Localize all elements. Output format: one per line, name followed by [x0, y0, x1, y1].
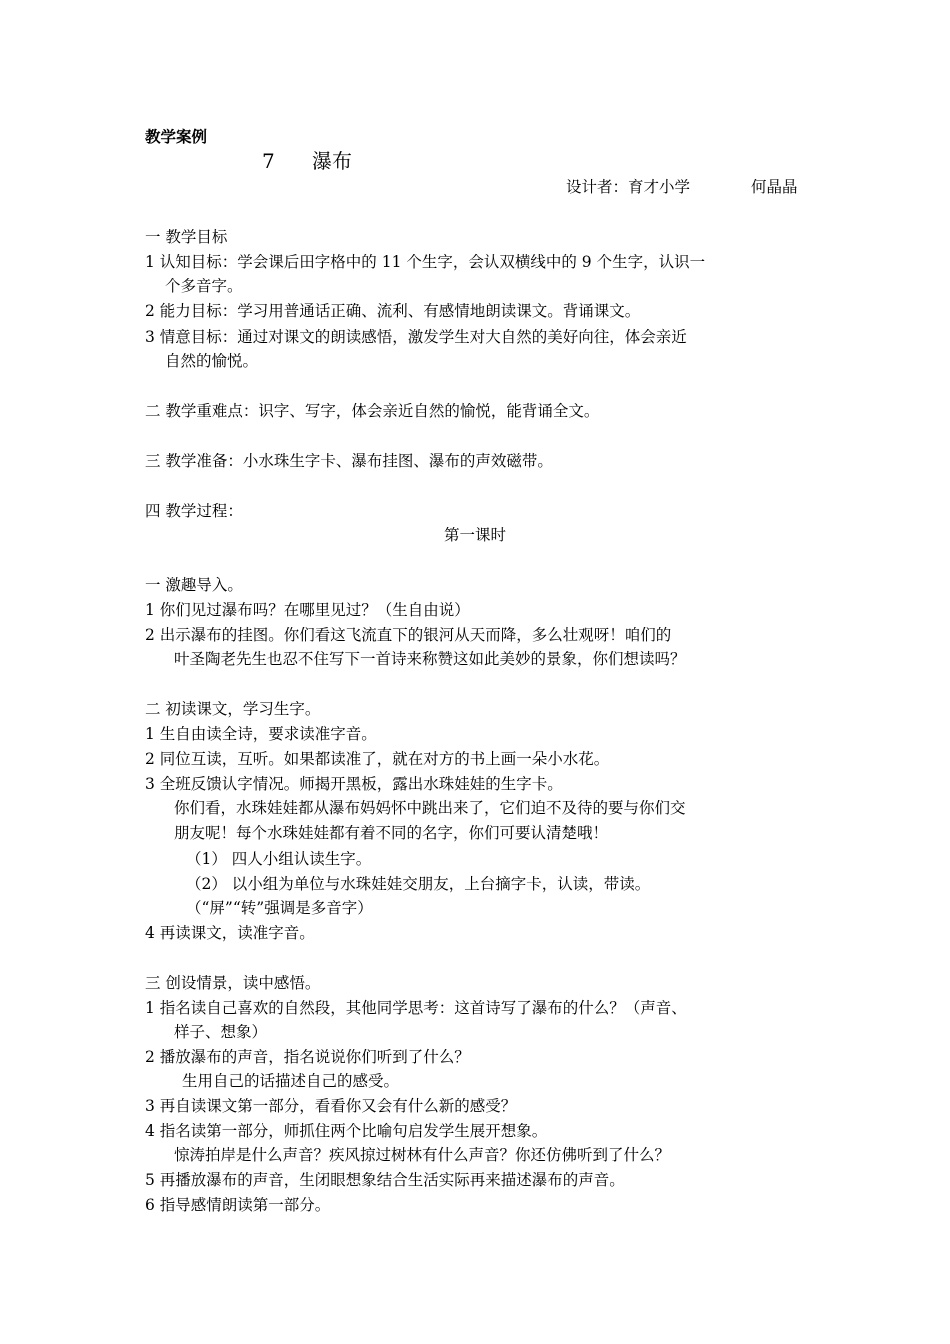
paragraph-line: 朋友呢！每个水珠娃娃都有着不同的名字，你们可要认清楚哦！ — [174, 824, 609, 842]
section-heading: 二 初读课文，学习生字。 — [145, 700, 321, 718]
paragraph-line: 3 再自读课文第一部分，看看你又会有什么新的感受？ — [145, 1097, 517, 1115]
designer-label: 设计者：育才小学 — [566, 178, 691, 196]
class-period-heading: 第一课时 — [443, 526, 506, 544]
paragraph-line: 生用自己的话描述自己的感受。 — [182, 1072, 400, 1090]
section-heading: 一 教学目标 — [145, 228, 228, 246]
designer-name: 何晶晶 — [751, 178, 798, 196]
paragraph-line: 个多音字。 — [165, 277, 243, 295]
paragraph-line: 样子、想象） — [174, 1023, 268, 1041]
paragraph-line: 1 生自由读全诗，要求读准字音。 — [145, 725, 377, 743]
paragraph-line: 2 出示瀑布的挂图。你们看这飞流直下的银河从天而降，多么壮观呀！咱们的 — [145, 626, 672, 644]
paragraph-line: （“屏”“转”强调是多音字） — [186, 899, 373, 917]
paragraph-line: （2） 以小组为单位与水珠娃娃交朋友，上台摘字卡，认读，带读。 — [186, 875, 651, 893]
paragraph-line: 你们看，水珠娃娃都从瀑布妈妈怀中跳出来了，它们迫不及待的要与你们交 — [174, 799, 686, 817]
section-heading: 三 创设情景，读中感悟。 — [145, 974, 321, 992]
paragraph-line: 1 你们见过瀑布吗？在哪里见过？（生自由说） — [145, 601, 470, 619]
paragraph-line: 4 再读课文，读准字音。 — [145, 924, 315, 942]
section-heading: 四 教学过程： — [145, 502, 243, 520]
section-heading: 三 教学准备：小水珠生字卡、瀑布挂图、瀑布的声效磁带。 — [145, 452, 553, 470]
paragraph-line: 6 指导感情朗读第一部分。 — [145, 1196, 331, 1214]
section-heading: 二 教学重难点：识字、写字，体会亲近自然的愉悦，能背诵全文。 — [145, 402, 600, 420]
lesson-number: 7 — [262, 149, 275, 173]
paragraph-line: 4 指名读第一部分，师抓住两个比喻句启发学生展开想象。 — [145, 1122, 548, 1140]
paragraph-line: 2 能力目标：学习用普通话正确、流利、有感情地朗读课文。背诵课文。 — [145, 302, 641, 320]
section-heading: 一 激趣导入。 — [145, 576, 243, 594]
doc-label: 教学案例 — [145, 128, 208, 146]
lesson-title: 瀑布 — [312, 149, 352, 173]
paragraph-line: 1 指名读自己喜欢的自然段，其他同学思考：这首诗写了瀑布的什么？（声音、 — [145, 999, 687, 1017]
paragraph-line: 1 认知目标：学会课后田字格中的 11 个生字，会认双横线中的 9 个生字，认识一 — [145, 253, 706, 271]
paragraph-line: 3 情意目标：通过对课文的朗读感悟，激发学生对大自然的美好向往，体会亲近 — [145, 328, 687, 346]
paragraph-line: 自然的愉悦。 — [165, 352, 259, 370]
paragraph-line: 2 播放瀑布的声音，指名说说你们听到了什么？ — [145, 1048, 470, 1066]
paragraph-line: 叶圣陶老先生也忍不住写下一首诗来称赞这如此美妙的景象，你们想读吗？ — [174, 650, 686, 668]
paragraph-line: 惊涛拍岸是什么声音？疾风掠过树林有什么声音？你还仿佛听到了什么？ — [174, 1146, 671, 1164]
paragraph-line: 3 全班反馈认字情况。师揭开黑板，露出水珠娃娃的生字卡。 — [145, 775, 563, 793]
paragraph-line: 5 再播放瀑布的声音，生闭眼想象结合生活实际再来描述瀑布的声音。 — [145, 1171, 625, 1189]
paragraph-line: （1） 四人小组认读生字。 — [186, 850, 372, 868]
paragraph-line: 2 同位互读，互听。如果都读准了，就在对方的书上画一朵小水花。 — [145, 750, 610, 768]
